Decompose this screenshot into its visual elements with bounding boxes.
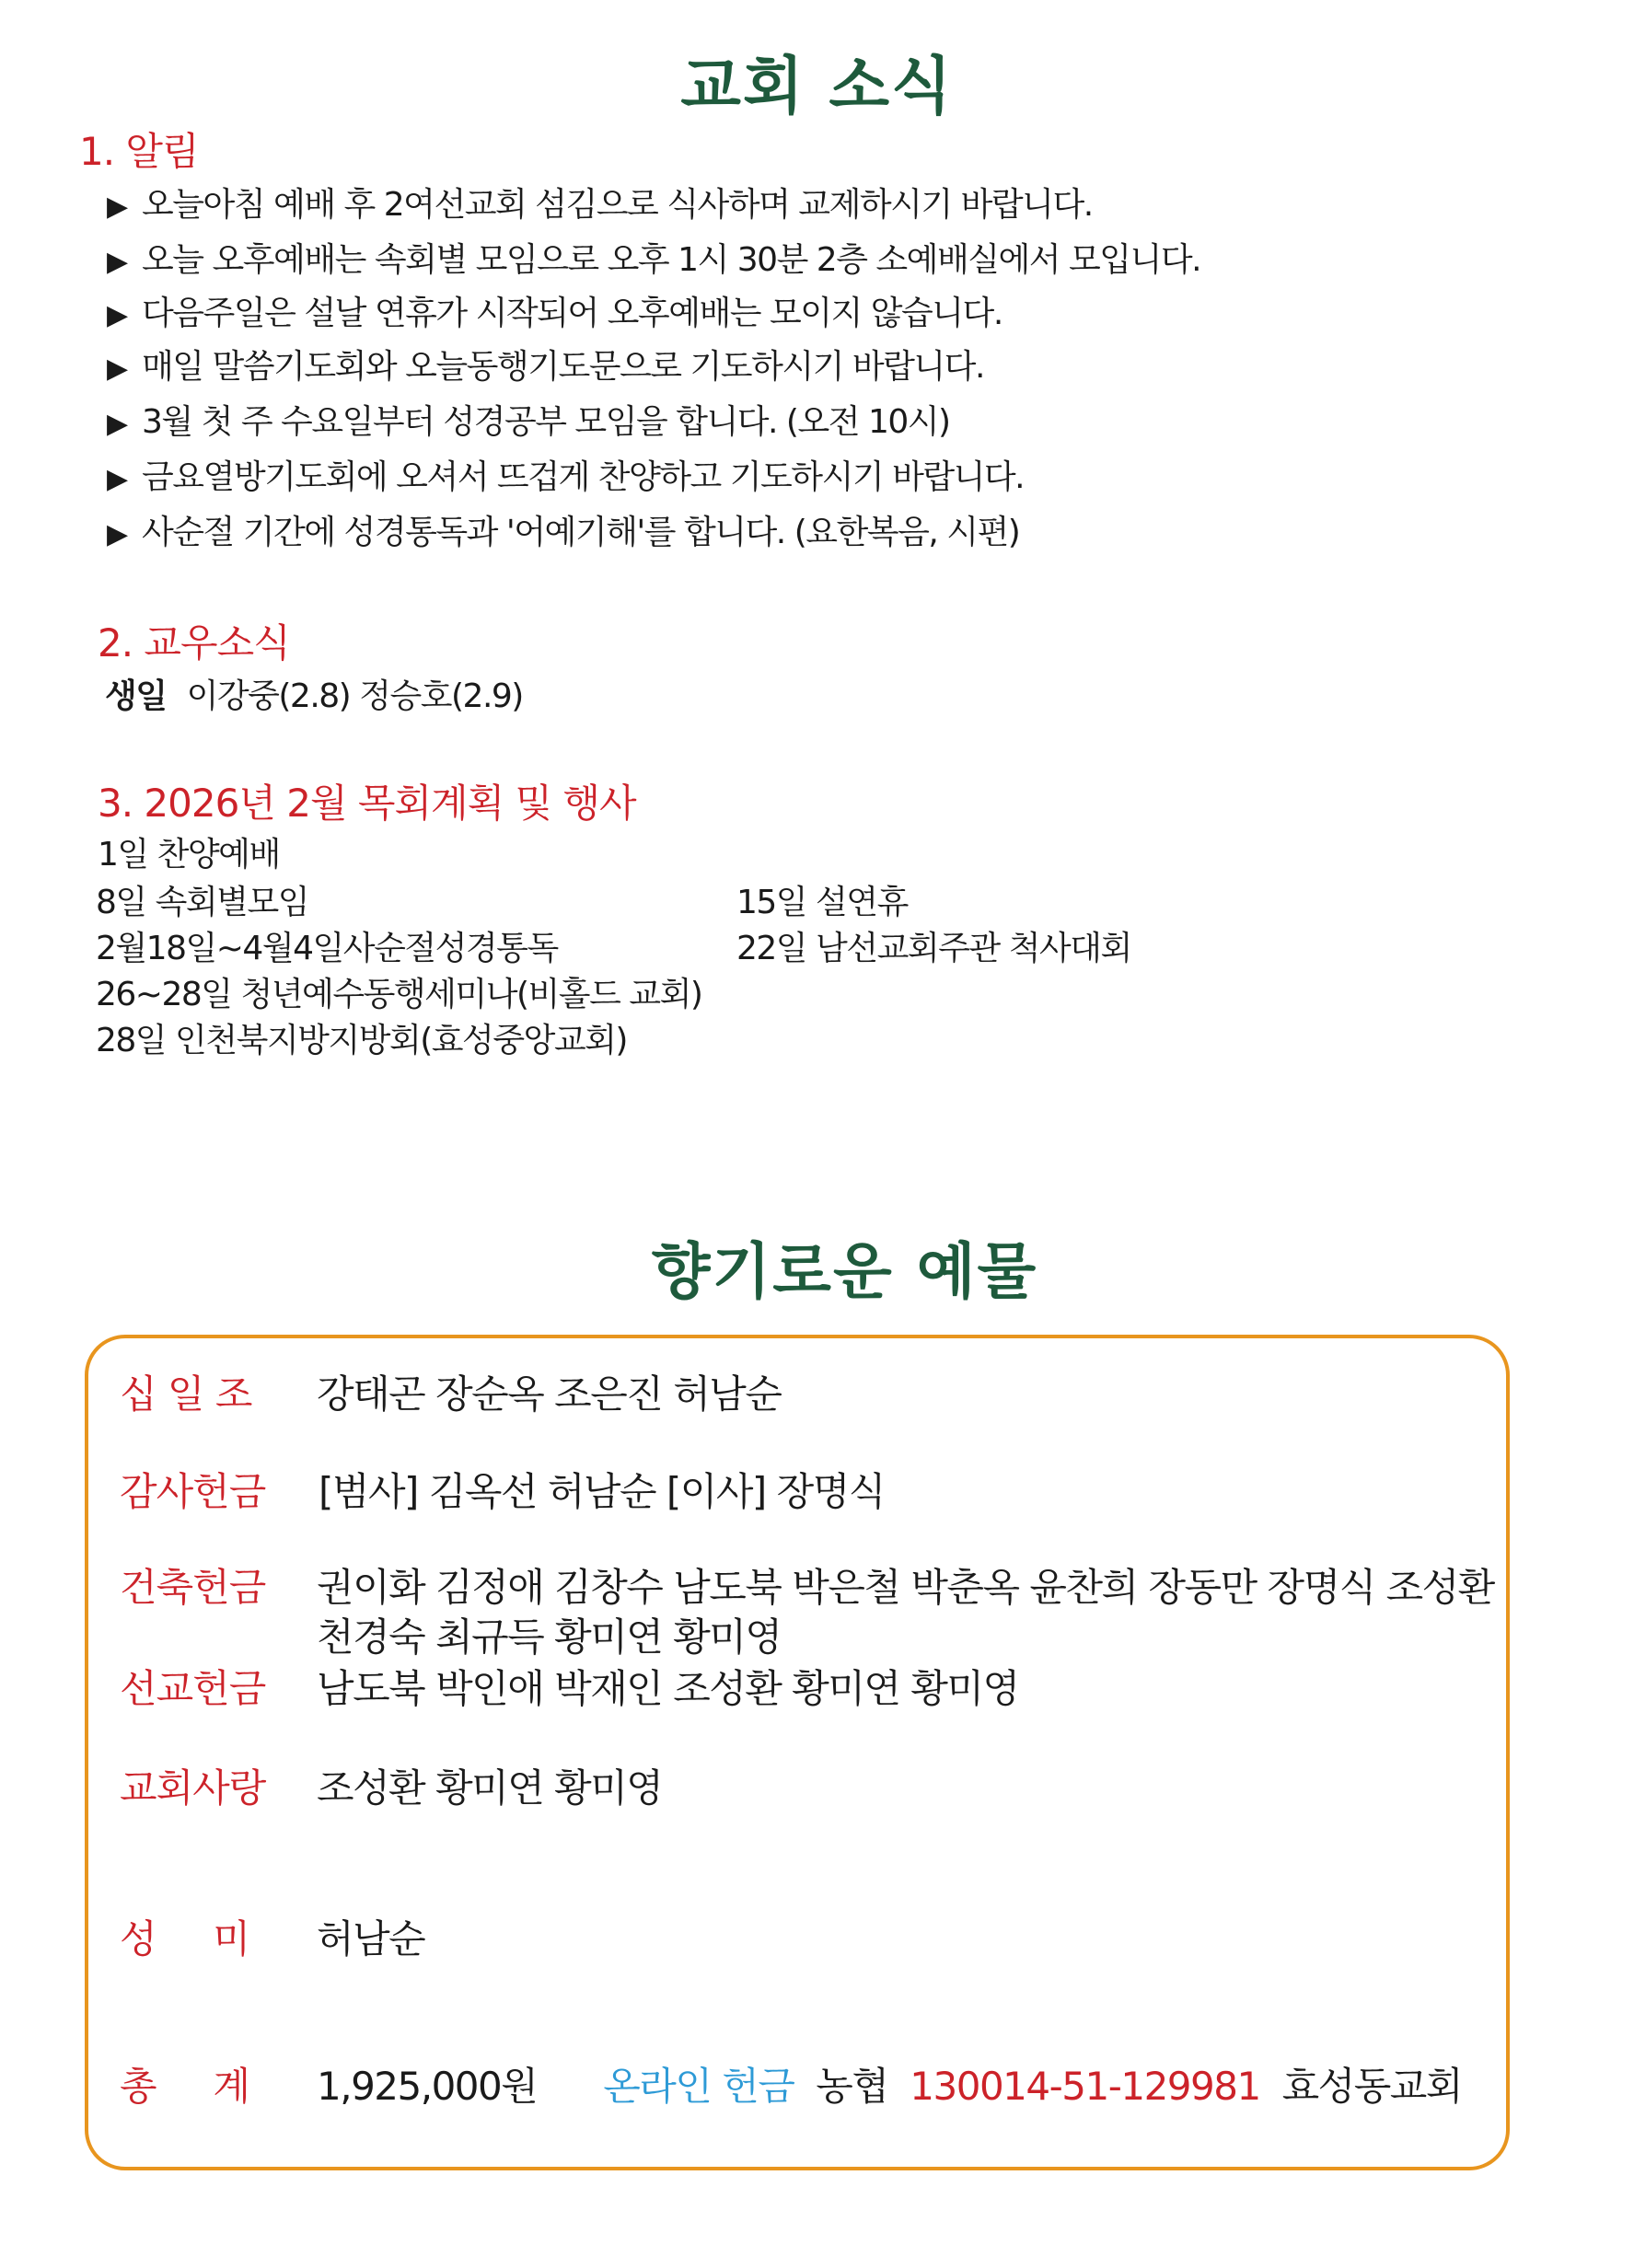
offering-label: 교회사랑 <box>120 1765 266 1811</box>
offering-label: 십 일 조 <box>120 1371 252 1417</box>
online-offering-label: 온라인 헌금 <box>603 2064 794 2109</box>
plan-item: 1일 찬양예배 <box>98 836 280 874</box>
bullet-icon: ▶ <box>107 408 127 440</box>
notice-text: 다음주일은 설날 연휴가 시작되어 오후예배는 모이지 않습니다. <box>142 295 1002 332</box>
news-title: 교회 소식 <box>680 51 954 123</box>
offering-label: 건축헌금 <box>120 1565 266 1610</box>
notice-text: 매일 말씀기도회와 오늘동행기도문으로 기도하시기 바랍니다. <box>142 348 984 386</box>
notice-text: 오늘 오후예배는 속회별 모임으로 오후 1시 30분 2층 소예배실에서 모입니다. <box>142 241 1201 279</box>
notice-text: 사순절 기간에 성경통독과 '어예기해'를 합니다. (요한복음, 시편) <box>142 514 1020 551</box>
offering-names: 조성환 황미연 황미영 <box>317 1765 663 1811</box>
offering-title: 향기로운 예물 <box>651 1236 1038 1307</box>
plan-item: 28일 인천북지방지방회(효성중앙교회) <box>96 1022 627 1059</box>
notice-item <box>107 451 1024 498</box>
offering-names: [범사] 김옥선 허남순 [이사] 장명식 <box>319 1469 885 1514</box>
notice-text: 금요열방기도회에 오셔서 뜨겁게 찬양하고 기도하시기 바랍니다. <box>142 458 1025 496</box>
bullet-icon: ▶ <box>107 246 127 278</box>
plan-heading: 3. 2026년 2월 목회계획 및 행사 <box>98 781 636 826</box>
offering-names: 강태곤 장순옥 조은진 허남순 <box>317 1371 782 1417</box>
offering-names: 권이화 김정애 김창수 남도북 박은철 박춘옥 윤찬희 장동만 장명식 조성환 <box>317 1565 1494 1610</box>
notice-item <box>107 234 1200 281</box>
birthday-label: 생일 <box>105 677 167 715</box>
notice-text: 3월 첫 주 수요일부터 성경공부 모임을 합니다. (오전 10시) <box>142 403 950 441</box>
plan-item: 22일 남선교회주관 척사대회 <box>736 930 1131 967</box>
bank-name: 농협 <box>816 2064 888 2109</box>
offering-label: 감사헌금 <box>120 1469 266 1514</box>
birthday-names: 이강중(2.8) 정승호(2.9) <box>186 677 523 715</box>
notice-item <box>107 341 984 388</box>
notice-item <box>107 179 1093 226</box>
total-amount: 1,925,000원 <box>317 2064 538 2109</box>
plan-item: 26~28일 청년예수동행세미나(비홀드 교회) <box>96 976 702 1013</box>
plan-item: 8일 속회별모임 <box>96 884 309 921</box>
account-number: 130014-51-129981 <box>910 2064 1260 2109</box>
offering-names: 천경숙 최규득 황미연 황미영 <box>317 1614 782 1660</box>
bullet-icon: ▶ <box>107 353 127 385</box>
notice-text: 오늘아침 예배 후 2여선교회 섬김으로 식사하며 교제하시기 바랍니다. <box>142 186 1093 224</box>
bullet-icon: ▶ <box>107 191 127 223</box>
account-holder: 효성동교회 <box>1281 2064 1462 2109</box>
plan-item: 2월18일~4월4일사순절성경통독 <box>96 930 558 967</box>
offering-box <box>85 1335 1510 2170</box>
plan-item: 15일 설연휴 <box>736 884 908 921</box>
bullet-icon: ▶ <box>107 463 127 495</box>
offering-names: 허남순 <box>317 1916 425 1961</box>
bullet-icon: ▶ <box>107 299 127 331</box>
offering-names: 남도북 박인애 박재인 조성환 황미연 황미영 <box>317 1666 1019 1711</box>
notice-item <box>107 506 1019 553</box>
members-heading: 2. 교우소식 <box>98 620 290 665</box>
total-label: 총 계 <box>120 2064 249 2109</box>
bullet-icon: ▶ <box>107 518 127 550</box>
notices-heading: 1. 알림 <box>79 129 199 174</box>
offering-label: 선교헌금 <box>120 1666 266 1711</box>
notice-item <box>107 396 950 443</box>
birthday-line <box>105 670 523 717</box>
offering-label: 성 미 <box>120 1916 249 1961</box>
total-line <box>317 2056 1462 2112</box>
notice-item <box>107 287 1002 334</box>
